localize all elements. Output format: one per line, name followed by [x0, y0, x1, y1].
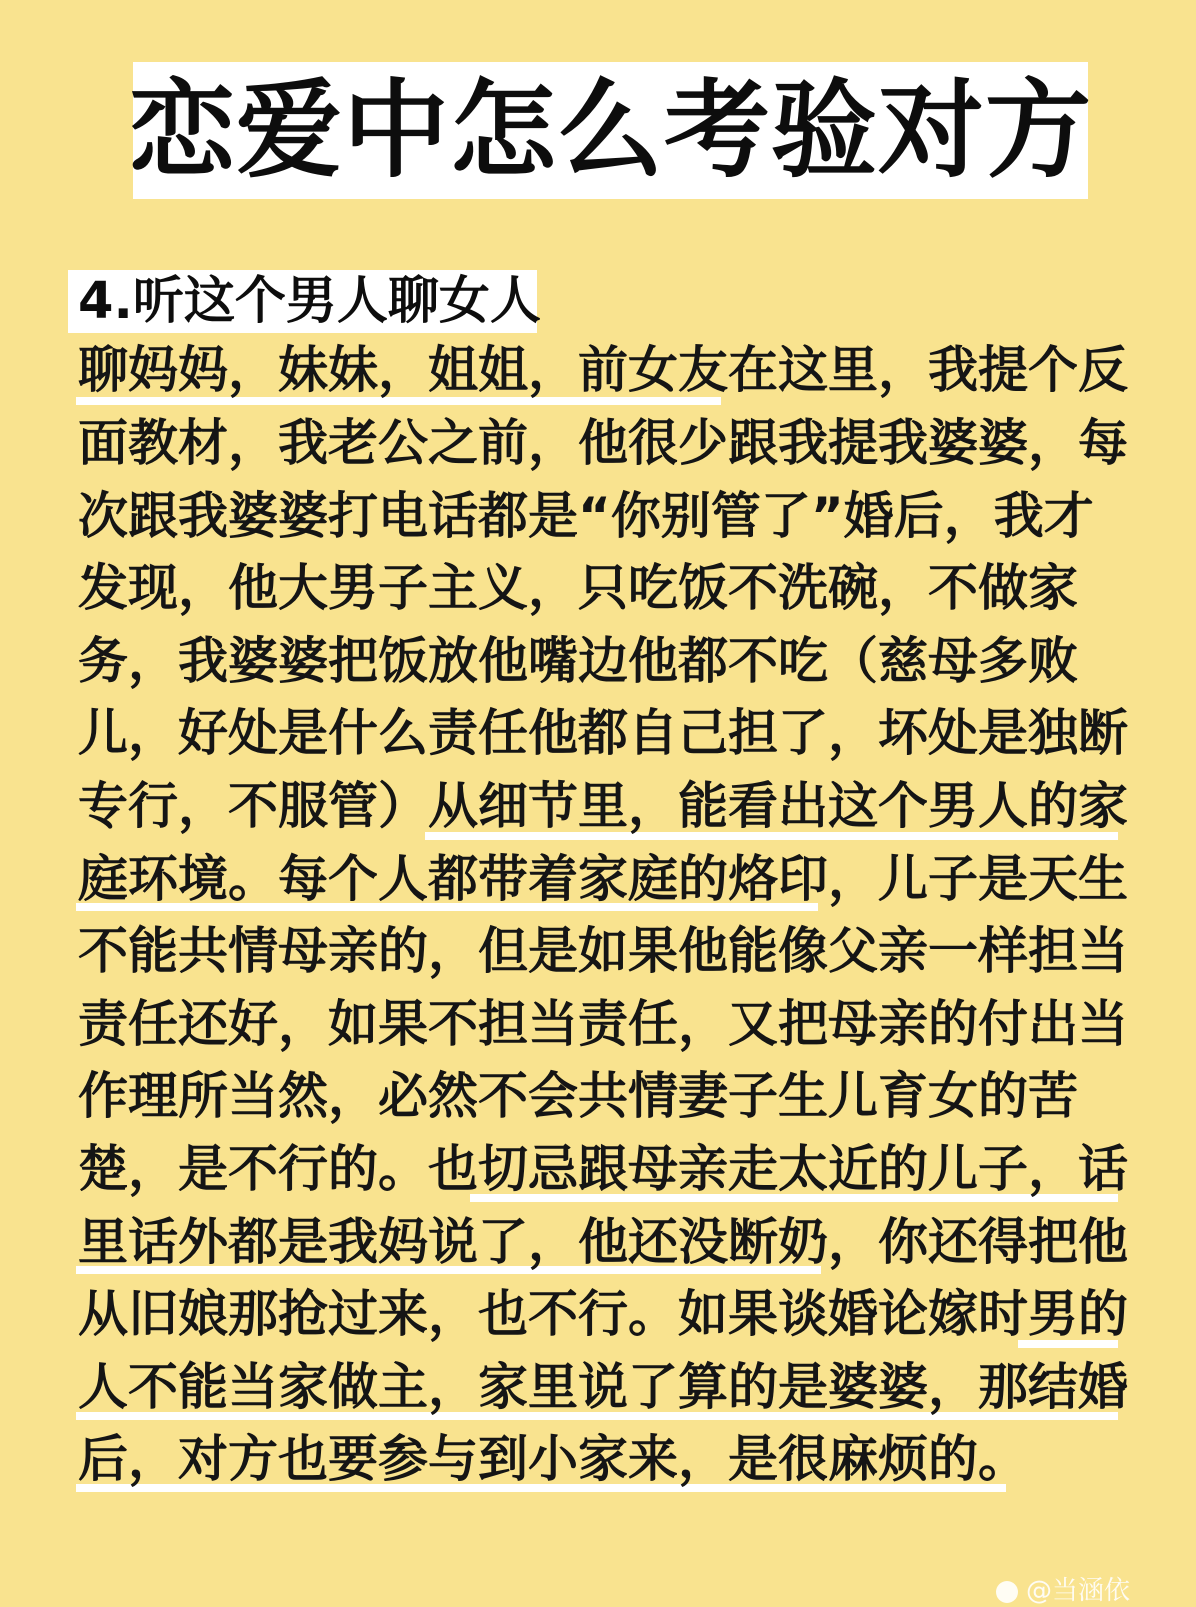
body-line: 人不能当家做主，家里说了算的是婆婆，那结婚 — [78, 1358, 1128, 1416]
body-line: 责任还好，如果不担当责任，又把母亲的付出当 — [78, 995, 1128, 1053]
body-line: 不能共情母亲的，但是如果他能像父亲一样担当 — [78, 922, 1128, 980]
body-line: 作理所当然，必然不会共情妻子生儿育女的苦 — [78, 1067, 1078, 1125]
paw-icon — [996, 1581, 1018, 1603]
body-line: 务，我婆婆把饭放他嘴边他都不吃（慈母多败 — [78, 632, 1078, 690]
body-line: 后，对方也要参与到小家来，是很麻烦的。 — [78, 1430, 1028, 1488]
body-line: 聊妈妈，妹妹，姐姐，前女友在这里，我提个反 — [78, 341, 1128, 399]
body-line: 儿，好处是什么责任他都自己担了，坏处是独断 — [78, 704, 1128, 762]
body-line: 庭环境。每个人都带着家庭的烙印，儿子是天生 — [78, 850, 1128, 908]
section-heading: 4.听这个男人聊女人 — [78, 272, 541, 331]
body-line: 专行，不服管）从细节里，能看出这个男人的家 — [78, 777, 1128, 835]
page-title: 恋爱中怎么考验对方 — [129, 68, 1092, 192]
body-line: 次跟我婆婆打电话都是“你别管了”婚后，我才 — [78, 487, 1094, 545]
body-line: 面教材，我老公之前，他很少跟我提我婆婆，每 — [78, 414, 1128, 472]
watermark — [996, 1570, 1130, 1607]
body-line: 从旧娘那抢过来，也不行。如果谈婚论嫁时男的 — [78, 1285, 1128, 1343]
body-line: 里话外都是我妈说了，他还没断奶，你还得把他 — [78, 1213, 1128, 1271]
title-banner — [129, 62, 1092, 199]
body-line: 发现，他大男子主义，只吃饭不洗碗，不做家 — [78, 559, 1078, 617]
watermark-text: @当涵依 — [1026, 1576, 1131, 1606]
body-line: 楚，是不行的。也切忌跟母亲走太近的儿子，话 — [78, 1140, 1128, 1198]
